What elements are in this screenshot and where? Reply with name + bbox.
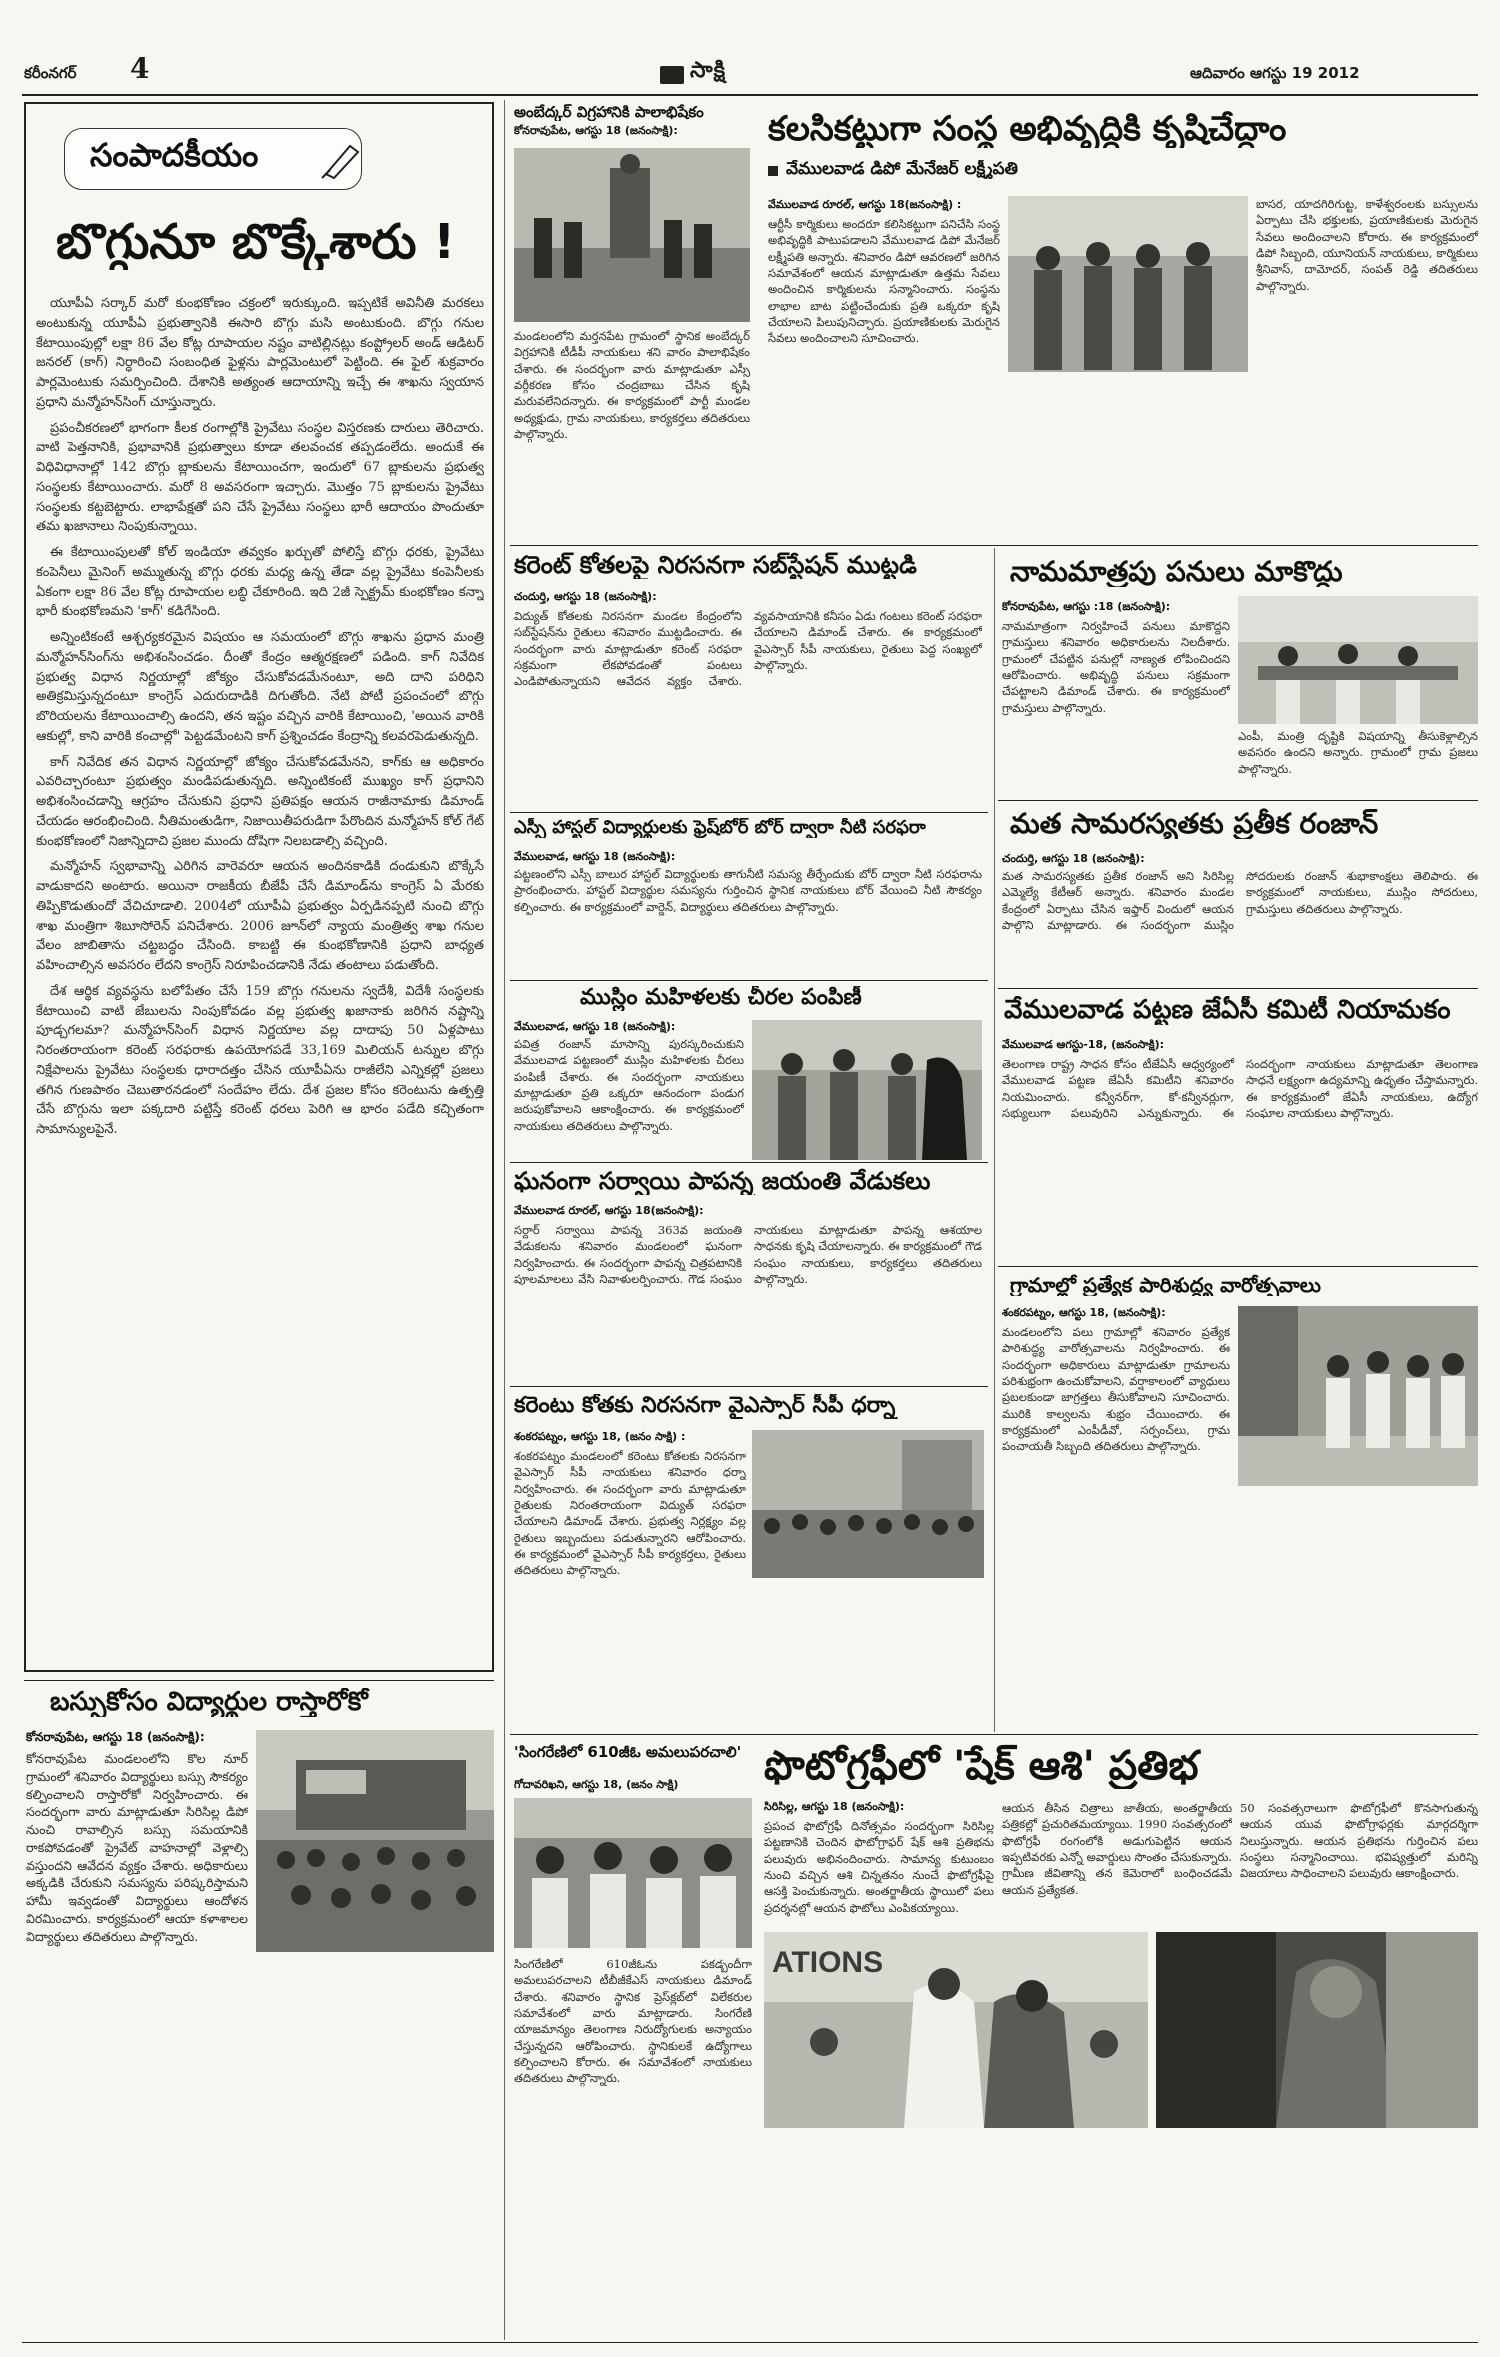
editorial-paragraph: దేశ ఆర్థిక వ్యవస్థను బలోపేతం చేసే 159 బొగ్గు గనులను స్వదేశీ, విదేశీ సంస్థలకు కేటాయించి వాటి జేబులను నింపుకోవడం వల్ల ప్రభుత్వ ఖజానాకు జరిగిన నష్టాన్ని పూడ్చగలమా? మన్మోహన్‌సింగ్ విధాన నిర్ణయాల వల్ల దాదాపు 50 ఏళ్లపాటు నిరంతరాయంగా కరెంట్ సరఫరాకు ఉపయోగపడే 33,169 మిలియన్ టన్నుల బొగ్గు నిక్షేపాలను ప్రైవేటు సంస్థలకు ధారాదత్తం చేసిన యూపీఏను రాజీలేని ఎన్నికల్లో ప్రజలు తగిన గుణపాఠం చెబుతారనడంలో సందేహం లేదు. దేశ ప్రజల కోసం కరెంటును ఉత్పత్తి చేసే బొగ్గును ఇలా పక్కదారి పట్టిస్తే కరెంట్ ధరలు పెరిగి ఆ భారం పడేది కచ్చితంగా సామాన్యులపైనే. [36, 983, 484, 1137]
photo-story-body-2: ఆయన తీసిన చిత్రాలు జాతీయ, అంతర్జాతీయ పత్రికల్లో ప్రచురితమయ్యాయి. 1990 సంవత్సరంలో ఫొటోగ్రఫీ రంగంలోకి అడుగుపెట్టిన ఆయన ఇప్పటివరకు ఎన్నో అవార్డులు సొంతం చేసుకున్నారు. గ్రామీణ జీవితాన్ని తన కెమెరాలో బంధించడమే ఆయన ప్రత్యేకత. [1002, 1801, 1232, 1897]
editorial-body [36, 294, 484, 1660]
dharna-dateline: శంకరపట్నం, ఆగస్టు 18, (జనం సాక్షి) : [514, 1430, 686, 1443]
bus-story-body-1: కోనరావుపేట మండలంలోని కొల నూర్ గ్రామంలో శనివారం విద్యార్థులు బస్సు సౌకర్యం కల్పించాలని రాస్తారోకో నిర్వహించారు. ఈ సందర్భంగా వారు మాట్లాడుతూ సిరిసిల్ల డిపో నుంచి రావాల్సిన బస్సు సమయానికి రాకపోవడంతో ప్రైవేట్ వాహనాల్లో వెళ్లాల్సి వస్తుందని ఆవేదన వ్యక్తం చేశారు. అధికారులు అక్కడికి చేరుకుని సమస్యను పరిష్కరిస్తామని హామీ ఇవ్వడంతో విద్యార్థులు ఆందోళన విరమించారు. కార్యక్రమంలో ఆయా కళాశాలల విద్యార్థులు తదితరులు పాల్గొన్నారు. [26, 1751, 248, 1944]
papanna-dateline: వేములవాడ రూరల్, ఆగస్టు 18(జనంసాక్షి): [514, 1204, 704, 1217]
photographer-photo [764, 1932, 1148, 2128]
ambedkar-body: మండలంలోని మర్తనపేట గ్రామంలో స్థానిక అంబేద్కర్ విగ్రహానికి టీడీపీ నాయకులు శని వారం పాలాభిషేకం చేశారు. ఈ సందర్భంగా వారు మాట్లాడుతూ ఎస్సీ వర్గీకరణ కోసం చంద్రబాబు చేసిన కృషి మరువలేనిదన్నారు. ఈ కార్యక్రమంలో పార్టీ మండల అధ్యక్షుడు, గ్రామ నాయకులు, కార్యకర్తలు తదితరులు పాల్గొన్నారు. [514, 329, 750, 441]
namamatram-caption: ఎంపీ, మంత్రి దృష్టికి విషయాన్ని తీసుకెళ్లాల్సిన అవసరం ఉందని అన్నారు. గ్రామంలో గ్రామ ప్రజలు పాల్గొన్నారు. [1238, 729, 1478, 776]
editorial-paragraph: యూపీఏ సర్కార్ మరో కుంభకోణం చక్రంలో ఇరుక్కుంది. ఇప్పటికే అవినీతి మరకలు అంటుకున్న యూపీఏ ప్రభుత్వానికి ఈసారి బొగ్గు మసి అంటుకుంది. బొగ్గు గనుల కేటాయింపుల్లో లక్షా 86 వేల కోట్ల రూపాయల నష్టం వాటిల్లినట్లు కంప్ట్రోలర్ అండ్ ఆడిటర్ జనరల్ (కాగ్) నిర్ధారించి సంబంధిత ఫైళ్లను పార్లమెంటులో పెట్టింది. ఈ ఫైల్ శుక్రవారం పార్లమెంటుకు సమర్పించింది. దేశానికి అత్యంత ఆదాయాన్ని ఇచ్చే ఈ శాఖను స్వయాన ప్రధాని మన్మోహన్‌సింగ్ చూస్తున్నారు. [36, 296, 484, 410]
divider [510, 812, 988, 813]
ramzan-body: మత సామరస్యతకు ప్రతీక రంజాన్ అని సిరిసిల్ల ఎమ్మెల్యే కేటీఆర్ అన్నారు. శనివారం మండల కేంద్రంలో ఏర్పాటు చేసిన ఇఫ్తార్ విందులో ఆయన పాల్గొని మాట్లాడారు. ఈ సందర్భంగా ముస్లిం సోదరులకు రంజాన్ శుభాకాంక్షలు తెలిపారు. ఈ కార్యక్రమంలో నాయకులు, ముస్లిం సోదరులు, గ్రామస్తులు తదితరులు పాల్గొన్నారు. [1002, 869, 1478, 932]
bus-story-dateline: కోనరావుపేట, ఆగస్టు 18 (జనంసాక్షి): [26, 1730, 205, 1744]
divider [510, 1162, 988, 1163]
papanna-title: ఘనంగా సర్వాయి పాపన్న జయంతి వేడుకలు [514, 1168, 931, 1195]
ambedkar-dateline: కోనరావుపేట, ఆగస్టు 18 (జనంసాక్షి): [514, 124, 678, 137]
jac-title: వేములవాడ పట్టణ జేఏసీ కమిటీ నియామకం [1004, 996, 1451, 1025]
bullet-icon [768, 166, 778, 176]
power-dateline: చందుర్తి, ఆగస్టు 18 (జనంసాక్షి): [514, 590, 657, 603]
jac-dateline: వేములవాడ ఆగస్టు-18, (జనంసాక్షి): [1002, 1038, 1165, 1051]
editorial-paragraph: మన్మోహన్ స్వభావాన్ని ఎరిగిన వారెవరూ ఆయన అందినకాడికి దండుకుని బొక్కేసే వాడుకాదని అంటారు. అయినా రాజకీయ బీజేపీ చేసే డిమాండ్‌ను కాంగ్రెస్ ఏ మేరకు తిప్పికొడుతుందో వేచిచూడాలి. 2004లో యూపీఏ ప్రభుత్వం ఏర్పడినప్పటి నుంచి బొగ్గు శాఖ మంత్రిగా శిబూసోరెన్ పనిచేశారు. 2006 జూన్‌లో న్యాయ మంత్రిత్వ శాఖ గనుల వేలం జాబితాను చట్టబద్ధం చేసింది. కాబట్టి ఈ కుంభకోణానికి ప్రధాని బాధ్యత వహించాల్సిన అవసరం లేదని కాంగ్రెస్ నిరూపించడానికి నేడు తంటాలు పడుతోంది. [36, 859, 484, 973]
editorial-paragraph: ప్రపంచీకరణలో భాగంగా కీలక రంగాల్లోకి ప్రైవేటు సంస్థల విస్తరణకు దారులు తెరిచారు. వాటి పెత్తనానికి, ప్రభావానికి ప్రభుత్వాలు కూడా తలవంచక తప్పడంలేదు. అందుకే ఈ విధివిధానాల్లో 142 బొగ్గు బ్లాకులను కేటాయించగా, ఇందులో 67 బ్లాకులను ప్రభుత్వ సంస్థలకు కేటాయించారు. మరో 8 అవసరంగా ఇచ్చారు. మొత్తం 75 బ్లాకులను ప్రైవేటు సంస్థలకు కట్టబెట్టారు. లాభాపేక్షతో పని చేసే ప్రైవేటు సంస్థలు భారీ ఆదాయం పొందుతూ తమ ఖజానాలు నింపుకున్నాయి. [36, 420, 484, 535]
divider [998, 800, 1478, 801]
edition-label: కరీంనగర్ [24, 64, 77, 82]
photo-story-title: ఫొటోగ్రఫీలో 'షేక్ ఆశి' ప్రతిభ [764, 1744, 1199, 1789]
hostel-body: పట్టణంలోని ఎస్సీ బాలుర హాస్టల్ విద్యార్థులకు తాగునీటి సమస్య తీర్చేందుకు బోర్ ద్వారా నీటి సరఫరాను ప్రారంభించారు. హాస్టల్ విద్యార్థుల సమస్యను గుర్తించిన స్థానిక నాయకులు బోర్ వేయించి నీటి సౌకర్యం కల్పించారు. ఈ కార్యక్రమంలో వార్డెన్, విద్యార్థులు తదితరులు పాల్గొన్నారు. [514, 867, 982, 914]
column-rule [504, 100, 505, 2340]
ramzan-dateline: చందుర్తి, ఆగస్టు 18 (జనంసాక్షి): [1002, 852, 1145, 865]
child-portrait-photo [1156, 1932, 1478, 2128]
namamatram-title: నామమాత్రపు పనులు మాకొద్దు [1010, 556, 1343, 588]
hostel-title: ఎస్సీ హాస్టల్ విద్యార్థులకు ఫ్రెష్‌బోర్ బోర్ ద్వారా నీటి సరఫరా [514, 818, 926, 838]
issue-date: ఆదివారం ఆగస్టు 19 2012 [1190, 64, 1360, 82]
namamatram-dateline: కోనరావుపేట, ఆగస్టు :18 (జనంసాక్షి): [1002, 600, 1171, 613]
jac-body: తెలంగాణ రాష్ట్ర సాధన కోసం టీజేఏసీ ఆధ్వర్యంలో వేములవాడ పట్టణ జేఏసీ కమిటీని శనివారం నియమించారు. కన్వీనర్‌గా, కో-కన్వీనర్లుగా, సభ్యులుగా పలువురిని ఎన్నుకున్నారు. ఈ సందర్భంగా నాయకులు మాట్లాడుతూ తెలంగాణ సాధనే లక్ష్యంగా ఉద్యమాన్ని ఉధృతం చేస్తామన్నారు. ఈ కార్యక్రమంలో జేఏసీ నాయకులు, ఉద్యోగ సంఘాల నాయకులు పాల్గొన్నారు. [1002, 1057, 1478, 1120]
sanitation-title: గ్రామాల్లో ప్రత్యేక పారిశుద్ధ్య వారోత్సవాలు [1010, 1274, 1321, 1297]
ambedkar-photo [514, 148, 750, 322]
editorial-label: సంపాదకీయం [90, 138, 259, 174]
divider [24, 1680, 494, 1681]
singareni-title: 'సింగరేణిలో 610జీఓ అమలుపరచాలి' [514, 1744, 742, 1761]
power-title: కరెంట్ కోతలపై నిరసనగా సబ్‌స్టేషన్ ముట్టడి [514, 552, 917, 579]
singareni-dateline: గోదావరిఖని, ఆగస్టు 18, (జనం సాక్షి) [514, 1778, 679, 1791]
masthead-rule [22, 94, 1478, 96]
logo-mark-icon [660, 66, 684, 84]
editorial-paragraph: ఈ కేటాయింపులతో కోల్ ఇండియా తవ్వకం ఖర్చుతో పోలిస్తే బొగ్గు ధరకు, ప్రైవేటు కంపెనీలు మైనింగ్ అమ్ముతున్న బొగ్గు ధరకు మధ్య ఉన్న తేడా వల్ల ప్రైవేటు కంపెనీలకు ఏకంగా లక్షా 86 వేల కోట్ల రూపాయల లబ్ధి చేకూరింది. ఇది 2జీ స్పెక్ట్రమ్ కుంభకోణం కన్నా భారీ కుంభకోణమని 'కాగ్' కడిగేసింది. [36, 545, 484, 620]
bus-story-body-2 [26, 2105, 494, 2335]
sanitation-body: మండలంలోని పలు గ్రామాల్లో శనివారం ప్రత్యేక పారిశుద్ధ్య వారోత్సవాలను నిర్వహించారు. ఈ సందర్భంగా అధికారులు మాట్లాడుతూ గ్రామాలను పరిశుభ్రంగా ఉంచుకోవాలని, వర్షాకాలంలో వ్యాధులు ప్రబలకుండా జాగ్రత్తలు తీసుకోవాలని సూచించారు. మురికి కాల్వలను శుభ్రం చేయించారు. ఈ కార్యక్రమంలో ఎంపీడీవో, సర్పంచ్‌లు, గ్రామ పంచాయతీ సిబ్బంది తదితరులు పాల్గొన్నారు. [1002, 1325, 1230, 1454]
photo-story-body-1: ప్రపంచ ఫొటోగ్రఫీ దినోత్సవం సందర్భంగా సిరిసిల్ల పట్టణానికి చెందిన ఫొటోగ్రాఫర్ షేక్ ఆశి ప్రతిభను పలువురు అభినందించారు. సామాన్య కుటుంబం నుంచి వచ్చిన ఆశి చిన్నతనం నుంచే ఫొటోగ్రఫీపై ఆసక్తి పెంచుకున్నారు. అంతర్జాతీయ స్థాయిలో పలు ప్రదర్శనల్లో ఆయన ఫొటోలు ఎంపికయ్యాయి. [764, 1819, 994, 1915]
singareni-body: సింగరేణిలో 610జీఓను పకడ్బందీగా అమలుపరచాలని టీబీజీకేఎస్ నాయకులు డిమాండ్ చేశారు. శనివారం స్థానిక ప్రెస్‌క్లబ్‌లో విలేకరుల సమావేశంలో వారు మాట్లాడారు. సింగరేణి యాజమాన్యం తెలంగాణ నిరుద్యోగులకు అన్యాయం చేస్తున్నదని ఆరోపించారు. స్థానికులకే ఉద్యోగాలు కల్పించాలని కోరారు. ఈ సమావేశంలో నాయకులు తదితరులు పాల్గొన్నారు. [514, 1957, 752, 2086]
sarees-body: పవిత్ర రంజాన్ మాసాన్ని పురస్కరించుకుని వేములవాడ పట్టణంలో ముస్లిం మహిళలకు చీరలు పంపిణీ చేశారు. ఈ సందర్భంగా నాయకులు మాట్లాడుతూ ప్రతి ఒక్కరూ ఆనందంగా పండుగ జరుపుకోవాలని ఆకాంక్షించారు. ఈ కార్యక్రమంలో నాయకులు తదితరులు పాల్గొన్నారు. [514, 1037, 744, 1133]
page-number: 4 [130, 52, 150, 85]
sanitation-photo [1238, 1306, 1478, 1486]
editorial-paragraph: కాగ్ నివేదిక తన విధాన నిర్ణయాల్లో జోక్యం చేసుకోవడమేనని, కాగ్‌కు ఆ అధికారం ఎవరిచ్చారంటూ ప్రభుత్వం మండిపడుతున్నది. అన్నింటికంటే ముఖ్యం కాగ్ ప్రధానిని అభిశంసించడాన్ని ఆగ్రహం చేసుకుని ప్రధాని ప్రతిపక్షం ఆయన రాజీనామాకు డిమాండ్ చేయడం ఆరంభించింది. నీతిమంతుడిగా, నిజాయితీపరుడిగా పేరొందిన మన్మోహన్ కోల్ గేట్ కుంభకోణంలో నిజాన్నిదాచి ప్రజల ముందు దోషిగా నిలబడాల్సి వచ్చింది. [36, 754, 484, 849]
banner-text: ATIONS [772, 1946, 884, 1979]
hostel-dateline: వేములవాడ, ఆగస్టు 18 (జనంసాక్షి): [514, 850, 676, 863]
newspaper-logo: సాక్షి [690, 58, 727, 83]
dharna-title: కరెంటు కోతకు నిరసనగా వైఎస్సార్ సీపీ ధర్నా [514, 1394, 896, 1418]
divider [510, 1386, 988, 1387]
dharna-body: శంకరపట్నం మండలంలో కరెంటు కోతలకు నిరసనగా వైఎస్సార్ సీపీ నాయకులు శనివారం ధర్నా నిర్వహించారు. ఈ సందర్భంగా వారు మాట్లాడుతూ రైతులకు నిరంతరాయంగా విద్యుత్ సరఫరా చేయాలని డిమాండ్ చేశారు. ప్రభుత్వ నిర్లక్ష్యం వల్ల రైతులు ఇబ్బందులు పడుతున్నారని ఆరోపించారు. ఈ కార్యక్రమంలో వైఎస్సార్ సీపీ కార్యకర్తలు, రైతులు తదితరులు పాల్గొన్నారు. [514, 1449, 746, 1578]
ambedkar-title: అంబేద్కర్ విగ్రహానికి పాలాభిషేకం [514, 104, 704, 121]
divider [510, 1734, 1478, 1735]
sanitation-dateline: శంకరపట్నం, ఆగస్టు 18, (జనంసాక్షి): [1002, 1306, 1166, 1319]
depot-dateline: వేములవాడ రూరల్, ఆగస్టు 18(జనంసాక్షి) : [768, 198, 962, 211]
photo-story-dateline: సిరిసిల్ల, ఆగస్టు 18 (జనంసాక్షి): [764, 1800, 905, 1813]
dharna-body-2 [752, 1584, 984, 1724]
photo-story-body-3: 50 సంవత్సరాలుగా ఫొటోగ్రఫీలో కొనసాగుతున్న ఆయన యువ ఫొటోగ్రాఫర్లకు మార్గదర్శిగా నిలుస్తున్నారు. ఆయన ప్రతిభను గుర్తించిన పలు సంస్థలు సన్మానించాయి. భవిష్యత్తులో మరిన్ని విజయాలు సాధించాలని పలువురు ఆకాంక్షించారు. [1240, 1801, 1478, 1881]
divider [510, 545, 1478, 546]
photo-story-body-4 [764, 2136, 1478, 2336]
sarees-photo [752, 1020, 982, 1160]
depot-photo [1008, 196, 1248, 372]
bus-story-title: బస్సుకోసం విద్యార్థుల రాస్తారోకో [50, 1688, 368, 1717]
divider [998, 1266, 1478, 1267]
papanna-body: సర్దార్ సర్వాయి పాపన్న 363వ జయంతి వేడుకలను శనివారం మండలంలో ఘనంగా నిర్వహించారు. ఈ సందర్భంగా పాపన్న చిత్రపటానికి పూలమాలలు వేసి నివాళులర్పించారు. గౌడ సంఘం నాయకులు మాట్లాడుతూ పాపన్న ఆశయాల సాధనకు కృషి చేయాలన్నారు. ఈ కార్యక్రమంలో గౌడ సంఘం నాయకులు, కార్యకర్తలు తదితరులు పాల్గొన్నారు. [514, 1223, 982, 1286]
divider [510, 980, 988, 981]
footer-rule [22, 2342, 1478, 2343]
singareni-photo [514, 1798, 752, 1948]
bus-protest-photo [256, 1730, 494, 1952]
dharna-photo [752, 1430, 984, 1578]
sarees-title: ముస్లిం మహిళలకు చీరల పంపిణీ [580, 986, 862, 1010]
depot-body-right: బాసర, యాదగిరిగుట్ట, కాళేశ్వరంలకు బస్సులను ఏర్పాటు చేసి భక్తులకు, ప్రయాణికులకు మెరుగైన సేవలు అందించాలని కోరారు. ఈ కార్యక్రమంలో డిపో సిబ్బంది, యూనియన్ నాయకులు, కార్మికులు శ్రీనివాస్, దామోదర్, సంపత్ రెడ్డి తదితరులు పాల్గొన్నారు. [1256, 197, 1478, 293]
namamatram-photo [1238, 596, 1478, 724]
depot-subtitle: వేములవాడ డిపో మేనేజర్ లక్ష్మీపతి [786, 160, 1018, 179]
ramzan-title: మత సామరస్యతకు ప్రతీక రంజాన్ [1010, 808, 1379, 840]
divider [998, 988, 1478, 989]
editorial-title: బొగ్గునూ బొక్కేశారు ! [56, 216, 456, 270]
namamatram-body: నామమాత్రంగా నిర్వహించే పనులు మాకొద్దని గ్రామస్తులు శనివారం అధికారులను నిలదీశారు. గ్రామంలో చేపట్టిన పనుల్లో నాణ్యత లోపించిందని ఆరోపించారు. అభివృద్ధి పనులు సక్రమంగా చేపట్టాలని డిమాండ్ చేశారు. ఈ కార్యక్రమంలో గ్రామస్తులు పాల్గొన్నారు. [1002, 619, 1230, 715]
depot-body-left: ఆర్టీసీ కార్మికులు అందరూ కలిసికట్టుగా పనిచేసి సంస్థ అభివృద్ధికి పాటుపడాలని వేములవాడ డిపో మేనేజర్ లక్ష్మీపతి అన్నారు. శనివారం డిపో ఆవరణలో జరిగిన సమావేశంలో ఆయన మాట్లాడుతూ ఉత్తమ సేవలు అందించిన కార్మికులను సన్మానించారు. సంస్థను లాభాల బాట పట్టించేందుకు ప్రతి ఒక్కరూ కృషి చేయాలని పిలుపునిచ్చారు. ప్రయాణికులకు మెరుగైన సేవలు అందించాలని సూచించారు. [768, 217, 1000, 346]
depot-title: కలసికట్టుగా సంస్థ అభివృద్ధికి కృషిచేద్దాం [768, 110, 1287, 149]
pen-icon [320, 140, 364, 184]
column-rule [994, 548, 995, 1732]
sarees-dateline: వేములవాడ, ఆగస్టు 18 (జనంసాక్షి): [514, 1020, 676, 1033]
power-body: విద్యుత్ కోతలకు నిరసనగా మండల కేంద్రంలోని సబ్‌స్టేషన్‌ను రైతులు శనివారం ముట్టడించారు. ఈ సందర్భంగా వారు మాట్లాడుతూ కరెంట్ సరఫరా సక్రమంగా లేకపోవడంతో పంటలు ఎండిపోతున్నాయని ఆవేదన వ్యక్తం చేశారు. వ్యవసాయానికి కనీసం ఏడు గంటలు కరెంట్ సరఫరా చేయాలని డిమాండ్ చేశారు. ఈ కార్యక్రమంలో వైఎస్సార్ సీపీ నాయకులు, రైతులు పెద్ద సంఖ్యలో పాల్గొన్నారు. [514, 609, 982, 689]
editorial-paragraph: అన్నింటికంటే ఆశ్చర్యకరమైన విషయం ఆ సమయంలో బొగ్గు శాఖను ప్రధాన మంత్రి మన్మోహన్‌సింగ్‌ను అభిశంసించడం. దీంతో కేంద్రం ఆత్మరక్షణలో పడింది. కాగ్ నివేదిక ప్రభుత్వ విధాన నిర్ణయాల్లో జోక్యం చేసుకోవడమేనంటూ, అది దాని పరిధిని అతిక్రమిస్తున్నదంటూ కాంగ్రెస్ ఎదురుదాడికి దిగుతోంది. నేటి పోటీ ప్రపంచంలో బొగ్గు బొరియలను కేటాయించాల్సి ఉందని, తన ఇష్టం వచ్చిన వారికి కేటాయించి, 'అయిన వారికి ఆకుల్లో, కాని వారికి కంచాల్లో' పెట్టడమేంటని కాగ్ ప్రశ్నించడం కేంద్రాన్ని కలవరపెడుతున్నది. [36, 630, 484, 744]
sanitation-body-2 [1002, 1498, 1478, 1728]
